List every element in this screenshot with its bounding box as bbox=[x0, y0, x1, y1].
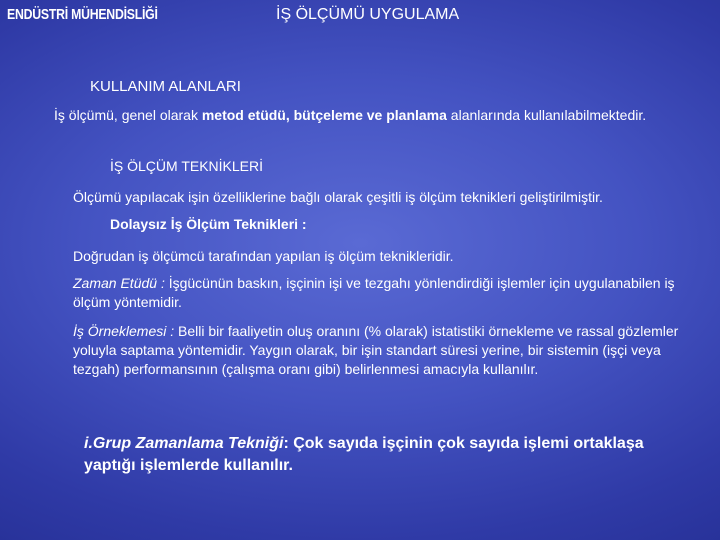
time-study-item bbox=[73, 274, 698, 312]
section-title: KULLANIM ALANLARI bbox=[90, 78, 241, 95]
work-sampling-item bbox=[73, 322, 698, 379]
intro-suffix: alanlarında kullanılabilmektedir. bbox=[446, 107, 647, 123]
group-timing-term: i.Grup Zamanlama Tekniği bbox=[84, 435, 284, 452]
group-timing-paragraph bbox=[84, 433, 684, 477]
intro-paragraph bbox=[54, 106, 654, 125]
group-timing-text: : Çok sayıda işçinin çok sayıda işlemi ortaklaşa yaptığı işlemlerde kullanılır. bbox=[84, 435, 644, 474]
work-sampling-term: İş Örneklemesi : bbox=[73, 323, 175, 339]
time-study-term: Zaman Etüdü : bbox=[73, 275, 165, 291]
course-title: ENDÜSTRİ MÜHENDİSLİĞİ bbox=[7, 6, 158, 23]
slide-title: İŞ ÖLÇÜMÜ UYGULAMA bbox=[276, 6, 460, 23]
techniques-title: İŞ ÖLÇÜM TEKNİKLERİ bbox=[110, 158, 264, 174]
intro-prefix: İş ölçümü, genel olarak bbox=[54, 107, 202, 123]
work-sampling-text: Belli bir faaliyetin oluş oranını (% olarak) istatistiki örnekleme ve rassal gözlemler yoluyla saptama yöntemidir. Yaygın olarak, bir işin standart süresi yerine, bir sistemin (işçi veya tezgah) performansının (çalışma oranı gibi) belirlenmesi amacıyla kullanılır. bbox=[73, 323, 679, 377]
direct-techniques-title: Dolaysız İş Ölçüm Teknikleri : bbox=[110, 216, 307, 232]
direct-techniques-description: Doğrudan iş ölçümcü tarafından yapılan iş ölçüm teknikleridir. bbox=[73, 248, 454, 264]
techniques-description: Ölçümü yapılacak işin özelliklerine bağlı olarak çeşitli iş ölçüm teknikleri geliştirilmiştir. bbox=[73, 189, 603, 205]
time-study-text: İşgücünün baskın, işçinin işi ve tezgahı yönlendirdiği işlemler için uygulanabilen iş ölçüm yöntemidir. bbox=[73, 275, 675, 310]
intro-bold-areas: metod etüdü, bütçeleme ve planlama bbox=[201, 107, 447, 123]
